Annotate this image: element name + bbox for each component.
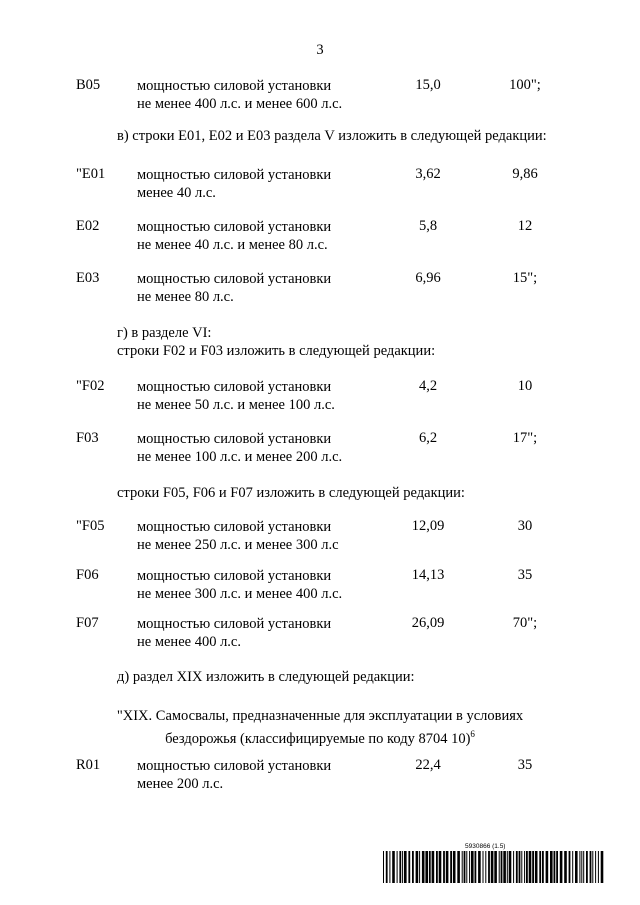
description-line: мощностью силовой установки <box>137 167 332 183</box>
max-value: 30 <box>517 518 533 534</box>
rate-value: 4,2 <box>418 378 438 394</box>
row-code: F03 <box>76 430 99 446</box>
max-value: 12 <box>517 218 533 234</box>
rate-value: 15,0 <box>415 77 441 93</box>
row-code: B05 <box>76 77 101 93</box>
rate-value: 6,96 <box>415 270 441 286</box>
row-description <box>137 757 331 793</box>
description-line: менее 40 л.с. <box>137 185 216 201</box>
max-value: 100"; <box>509 77 541 93</box>
row-description <box>137 378 335 414</box>
paragraph <box>117 324 435 360</box>
description-line: не менее 100 л.с. и менее 200 л.с. <box>137 449 343 465</box>
description-line: не менее 80 л.с. <box>137 289 234 305</box>
max-value: 10 <box>517 378 533 394</box>
row-code: E02 <box>76 218 100 234</box>
row-code: "F05 <box>76 518 105 534</box>
description-line: мощностью силовой установки <box>137 78 332 94</box>
row-code: "E01 <box>76 166 106 182</box>
rate-value: 26,09 <box>411 615 445 631</box>
paragraph: в) строки E01, E02 и E03 раздела V изложить в следующей редакции: <box>117 128 547 144</box>
description-line: не менее 50 л.с. и менее 100 л.с. <box>137 397 335 413</box>
max-value: 17"; <box>512 430 538 446</box>
rate-value: 12,09 <box>411 518 445 534</box>
description-line: не менее 250 л.с. и менее 300 л.с <box>137 537 339 553</box>
description-line: менее 200 л.с. <box>137 776 224 792</box>
description-line: не менее 300 л.с. и менее 400 л.с. <box>137 586 343 602</box>
rate-value: 14,13 <box>411 567 445 583</box>
description-line: мощностью силовой установки <box>137 758 332 774</box>
paragraph-line: строки F02 и F03 изложить в следующей редакции: <box>117 343 436 359</box>
paragraph: строки F05, F06 и F07 изложить в следующей редакции: <box>117 485 465 501</box>
rate-value: 5,8 <box>418 218 438 234</box>
description-line: мощностью силовой установки <box>137 219 332 235</box>
rate-value: 3,62 <box>415 166 441 182</box>
row-description <box>137 615 331 651</box>
row-description <box>137 166 331 202</box>
section-heading <box>0 707 640 748</box>
row-description <box>137 518 339 554</box>
description-line: мощностью силовой установки <box>137 431 332 447</box>
description-line: мощностью силовой установки <box>137 379 332 395</box>
description-line: не менее 400 л.с. и менее 600 л.с. <box>137 96 343 112</box>
description-line: не менее 40 л.с. и менее 80 л.с. <box>137 237 328 253</box>
paragraph: д) раздел XIX изложить в следующей редакции: <box>117 669 415 685</box>
row-code: F07 <box>76 615 99 631</box>
row-description <box>137 430 342 466</box>
row-code: "F02 <box>76 378 105 394</box>
description-line: мощностью силовой установки <box>137 519 332 535</box>
max-value: 15"; <box>512 270 538 286</box>
barcode-number: 5930866 (1.5) <box>465 843 506 850</box>
description-line: мощностью силовой установки <box>137 616 332 632</box>
barcode <box>383 851 605 883</box>
row-code: E03 <box>76 270 100 286</box>
max-value: 9,86 <box>512 166 538 182</box>
description-line: мощностью силовой установки <box>137 568 332 584</box>
max-value: 35 <box>517 567 533 583</box>
row-description <box>137 270 331 306</box>
rate-value: 22,4 <box>415 757 441 773</box>
paragraph-line: г) в разделе VI: <box>117 325 212 341</box>
max-value: 70"; <box>512 615 538 631</box>
row-description <box>137 77 342 113</box>
max-value: 35 <box>517 757 533 773</box>
rate-value: 6,2 <box>418 430 438 446</box>
description-line: не менее 400 л.с. <box>137 634 241 650</box>
row-code: R01 <box>76 757 101 773</box>
heading-line <box>0 725 640 748</box>
heading-line: "XIX. Самосвалы, предназначенные для эксплуатации в условиях <box>116 708 524 724</box>
heading-text: бездорожья (классифицируемые по коду 8704 10) <box>165 731 471 747</box>
row-description <box>137 218 331 254</box>
row-description <box>137 567 342 603</box>
row-code: F06 <box>76 567 99 583</box>
footnote-marker: 6 <box>470 729 475 739</box>
page-number: 3 <box>316 42 324 58</box>
description-line: мощностью силовой установки <box>137 271 332 287</box>
